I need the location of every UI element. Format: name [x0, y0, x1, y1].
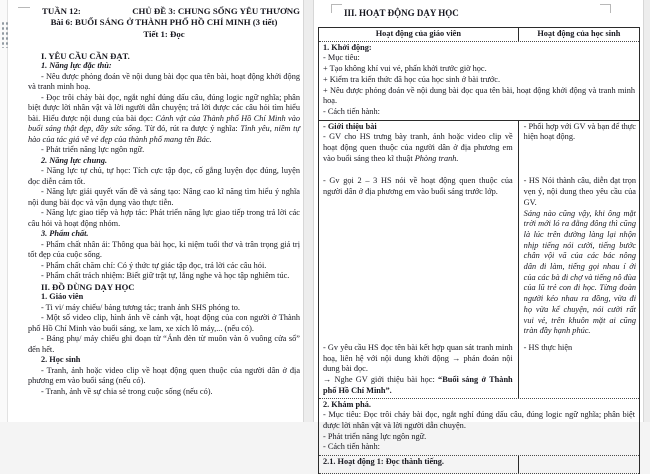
- paragraph: - Cách tiến hành:: [323, 106, 380, 116]
- paragraph: [28, 93, 300, 146]
- paragraph: - Phát triển năng lực ngôn ngữ.: [41, 145, 145, 155]
- text-boundary-mark: [600, 4, 611, 13]
- lesson-week-row: [28, 6, 300, 17]
- paragraph: - Năng lực giao tiếp và hợp tác: Phát triển năng lực giao tiếp trong trả lời các câu hỏi và hoạt động nhóm.: [28, 208, 300, 228]
- paragraph: - Năng lực giải quyết vấn đề và sáng tạo: Nâng cao kĩ năng tìm hiểu ý nghĩa nội dung bài đọc và vận dụng vào thực tiễn.: [28, 187, 300, 207]
- paragraph-italic: Sáng nào cũng vậy, khi ông mặt trời mới ló ra đằng đông thì cũng là lúc trên đường làng lại nhộn nhịp tiếng nói cười, tiếng bước chân vội vã của các bác nông dân đi làm, tiếng gọi nhau í ới của các bà đi chợ và tiếng nô đùa của lũ trẻ con đi học. Từng đoàn người kéo nhau ra đồng, vừa đi họ vừa kể chuyện, nói cười rất vui vẻ, trên khuôn mặt ai cũng tràn đầy hạnh phúc.: [523, 208, 636, 336]
- table-row-warmup: [319, 42, 639, 121]
- activity-heading: 2.1. Hoạt động 1: Đọc thành tiếng.: [323, 457, 445, 467]
- table-header-row: [319, 28, 639, 42]
- paragraph: - Năng lực tự chủ, tự học: Tích cực tập đọc, cố gắng luyện đọc đúng, luyện đọc diễn cảm tốt.: [28, 166, 300, 186]
- paragraph: [323, 132, 513, 164]
- section-heading: III. HOẠT ĐỘNG DẠY HỌC: [344, 8, 459, 18]
- paragraph: - Gv yêu cầu HS đọc tên bài kết hợp quan sát tranh minh hoạ, liên hệ với nội dung khởi động → phán đoán nội dung bài đọc.: [323, 342, 513, 374]
- text-run: Từ đó, rút ra được ý nghĩa:: [142, 124, 241, 134]
- teacher-cell: [319, 456, 519, 473]
- paragraph: - Phẩm chất chăm chỉ: Có ý thức tự giác tập đọc, trả lời các câu hỏi.: [41, 260, 267, 270]
- paragraph: - Phẩm chất trách nhiệm: Biết giữ trật tự, lắng nghe và học tập nghiêm túc.: [41, 271, 290, 281]
- student-cell: [519, 121, 639, 166]
- subsection-heading: 1. Giáo viên: [41, 292, 84, 302]
- text-run: - Đọc trôi chảy bài đọc, ngắt nghỉ đúng dấu câu, đúng logic ngữ nghĩa; phân biệt được lời nhân vật và lời người dẫn chuyện; trả lời được các câu hỏi tìm hiểu bài. Hiểu được nội dung của bài đọc:: [28, 92, 300, 123]
- subsection-heading: 2. Năng lực chung.: [41, 155, 108, 165]
- column-header-teacher: Hoạt động của giáo viên: [319, 28, 519, 41]
- student-cell: [519, 456, 639, 473]
- paragraph: - HS Nói thành câu, diễn đạt trọn vẹn ý, nội dung theo yêu cầu của GV.: [523, 176, 636, 207]
- paragraph: - Mục tiêu:: [323, 53, 360, 63]
- paragraph: - Bảng phụ/ máy chiếu ghi đoạn từ “Ánh đèn từ muôn vàn ô vuông cửa sổ” đến hết.: [28, 334, 300, 354]
- left-page-content: [28, 6, 300, 397]
- paragraph: - HS thực hiện: [523, 342, 573, 352]
- activities-table: [318, 27, 640, 474]
- period-title: Tiết 1: Đọc: [143, 28, 185, 39]
- paragraph: - Phối hợp với GV và bạn để thực hiện hoạt động.: [523, 121, 636, 142]
- paragraph: + Nêu được phỏng đoán về nội dung bài đọc qua tên bài, hoạt động khởi động và tranh minh hoạ.: [323, 85, 635, 106]
- subsection-heading: 3. Phẩm chất.: [41, 229, 89, 239]
- paragraph: - Tranh, ảnh về sự chia sẻ trong cuộc sống (nếu có).: [41, 386, 213, 396]
- left-margin-strip: [0, 0, 8, 422]
- section-heading: II. ĐỒ DÙNG DẠY HỌC: [41, 281, 135, 292]
- subsection-heading: 1. Năng lực đặc thù:: [41, 61, 112, 71]
- paragraph: - Ti vi/ máy chiếu/ bảng tương tác; tranh ảnh SHS phóng to.: [41, 302, 241, 312]
- paragraph: - Gv gọi 2 – 3 HS nói về hoạt động quen thuộc của người dân ở địa phương em vào buổi sáng trước lớp.: [323, 176, 513, 197]
- text-run-italic: Phòng tranh.: [414, 153, 459, 163]
- paragraph: - Mục tiêu: Đọc trôi chảy bài đọc, ngắt nghỉ đúng dấu câu, đúng logic ngữ nghĩa; phân biệt được lời nhân vật và lời người dẫn chuyện.: [323, 410, 635, 430]
- section-heading: I. YÊU CẦU CẦN ĐẠT.: [41, 50, 130, 61]
- paragraph: - Phát triển năng lực ngôn ngữ.: [323, 431, 427, 441]
- activity-heading: 2. Khám phá.: [323, 399, 371, 409]
- table-row-activities: [319, 121, 639, 399]
- column-header-student: Hoạt động của học sinh: [537, 29, 621, 38]
- table-row-activity-1: [319, 456, 639, 474]
- text-run: → Nghe GV giới thiệu bài học:: [323, 375, 439, 385]
- paragraph: + Tạo không khí vui vẻ, phấn khởi trước giờ học.: [323, 64, 487, 74]
- paragraph: - Phẩm chất nhân ái: Thông qua bài học, kỉ niệm tuổi thơ và trân trọng giá trị tốt đẹp của cuộc sống.: [28, 239, 300, 260]
- paragraph: - Cách tiến hành:: [323, 442, 380, 452]
- student-cell: [519, 339, 639, 398]
- activity-heading: 1. Khởi động:: [323, 42, 372, 52]
- spacer: [28, 40, 300, 51]
- table-row-explore: [319, 399, 639, 457]
- week-label: TUẦN 12:: [42, 6, 81, 16]
- text-run-italic: Tình yêu, niềm tự hào của tác giả về vẻ đẹp của thành phố mang tên Bác.: [28, 124, 300, 144]
- paragraph: + Kiểm tra kiến thức đã học của học sinh ở bài trước.: [323, 74, 501, 84]
- teacher-cell: [319, 339, 519, 398]
- paragraph: - Nêu được phỏng đoán về nội dung bài đọc qua tên bài, hoạt động khởi động và tranh minh hoạ.: [28, 71, 300, 92]
- teacher-cell: [319, 165, 519, 339]
- subsection-heading: 2. Học sinh: [41, 355, 81, 365]
- teacher-cell: [319, 121, 519, 166]
- right-margin-strip: [643, 0, 650, 422]
- paragraph: - Một số video clip, hình ảnh về cảnh vật, hoạt động của con người ở Thành phố Hồ Chí Minh vào buổi sáng, xe lam, xe xích lô máy,... (nếu có).: [28, 313, 300, 333]
- paragraph: [323, 375, 513, 396]
- paragraph: - Tranh, ảnh hoặc video clip về hoạt động quen thuộc của người dân ở địa phương em vào buổi sáng (nếu có).: [28, 365, 300, 386]
- text-run-italic: Cảnh vật của Thành phố Hồ Chí Minh vào buổi sáng thật đẹp, đầy sức sống.: [28, 113, 300, 134]
- lesson-title: Bài 6: BUỔI SÁNG Ở THÀNH PHỐ HỒ CHÍ MINH (3 tiết): [50, 17, 278, 28]
- page-gap: [303, 0, 314, 422]
- student-cell: [519, 165, 639, 339]
- paragraph-bold: - Giới thiệu bài: [323, 121, 377, 131]
- text-boundary-mark: [331, 4, 342, 13]
- text-run-bold: “Buổi sáng ở Thành phố Hồ Chí Minh”.: [323, 375, 513, 395]
- page-left: [8, 0, 303, 422]
- theme-title: CHỦ ĐỀ 3: CHUNG SỐNG YÊU THƯƠNG: [132, 6, 300, 16]
- text-run: - GV cho HS trưng bày tranh, ảnh hoặc video clip về hoạt động quen thuộc của người dân ở địa phương em vào buổi sáng theo kĩ thuật: [323, 132, 513, 163]
- drag-handle-dots-icon[interactable]: [0, 21, 8, 48]
- page-right: [314, 0, 643, 467]
